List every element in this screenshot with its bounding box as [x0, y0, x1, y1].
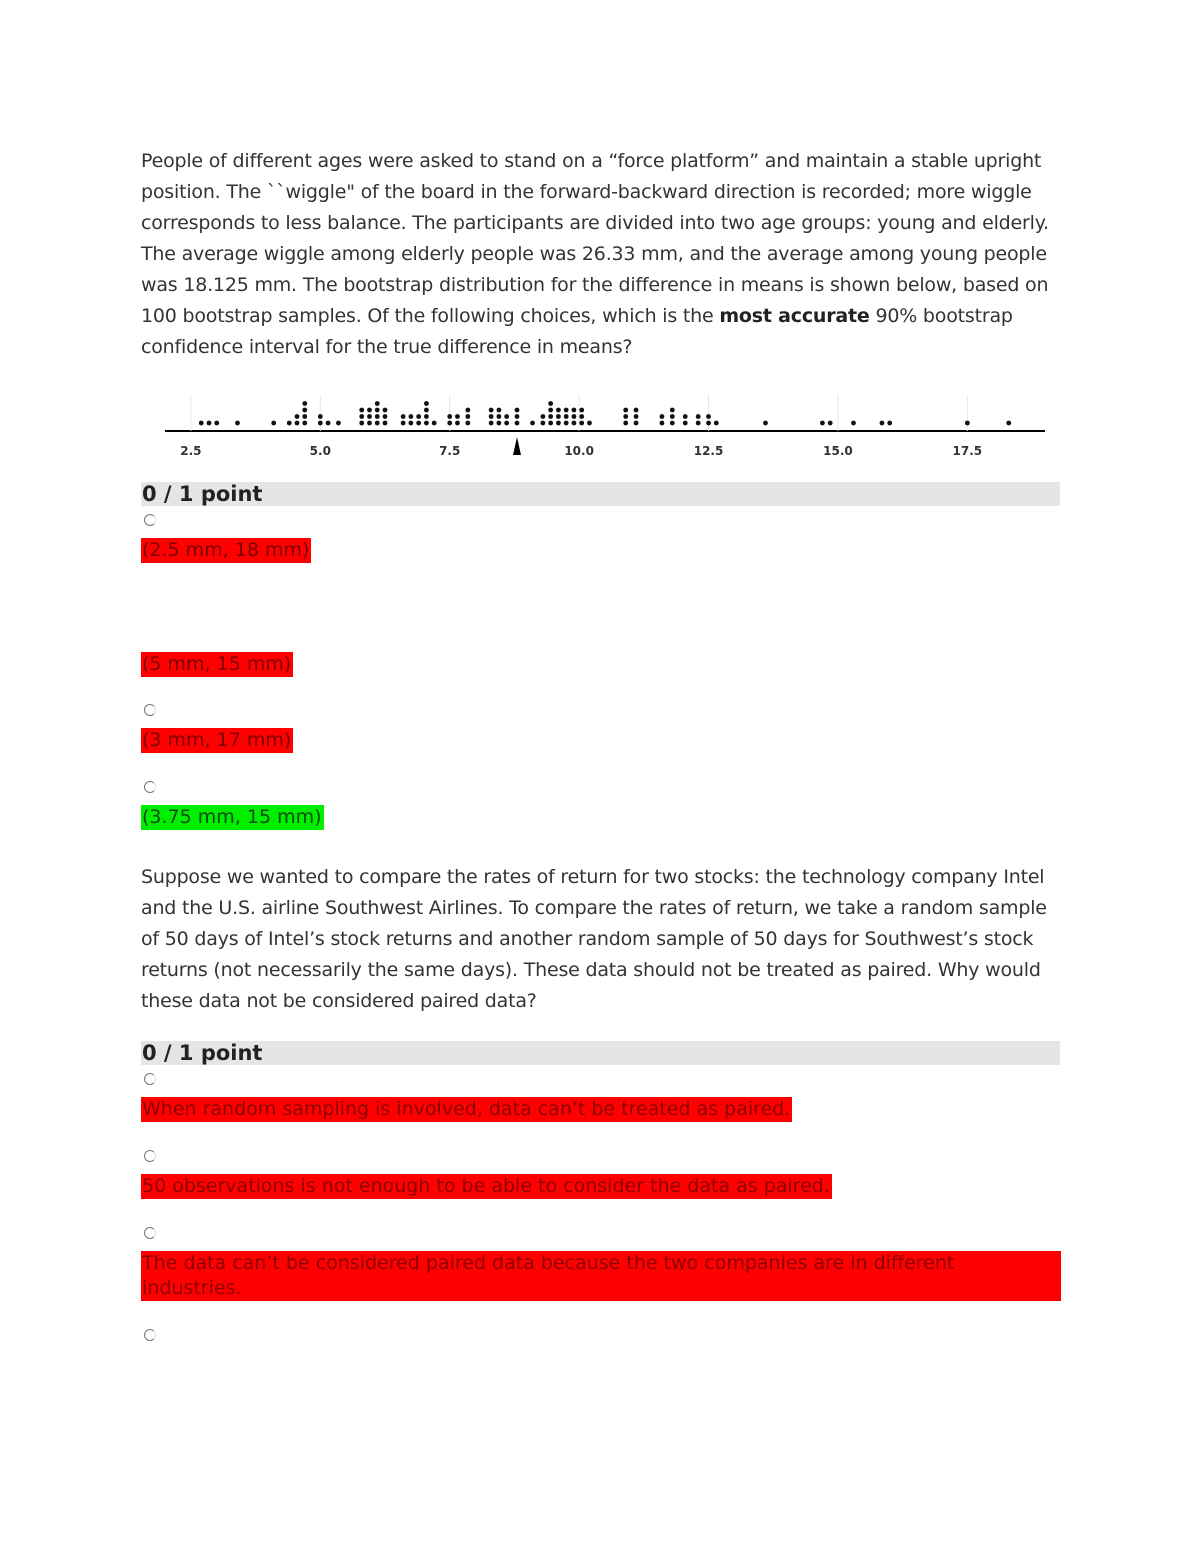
radio-button[interactable]: [144, 514, 156, 526]
data-point: [302, 408, 307, 413]
radio-button[interactable]: [144, 704, 156, 716]
data-point: [465, 421, 470, 426]
data-point: [375, 414, 380, 419]
answer-option[interactable]: [141, 781, 1061, 830]
answer-option[interactable]: [141, 514, 1061, 563]
data-point: [424, 401, 429, 406]
data-point: [496, 414, 501, 419]
data-point: [530, 421, 535, 426]
radio-button[interactable]: [144, 1073, 156, 1085]
tick-label: 10.0: [564, 444, 594, 458]
answer-label: (2.5 mm, 18 mm): [142, 539, 310, 561]
dotplot-svg: [165, 395, 1045, 473]
answer-label: 50 observations is not enough to be able to consider the data as paired.: [142, 1175, 830, 1197]
data-point: [496, 421, 501, 426]
question-2-text: Suppose we wanted to compare the rates of return for two stocks: the technology company Intel and the U.S. airline Southwest Airlines. To compare the rates of return, we take a random sample of 50 days of Intel’s stock returns and another random sample of 50 days for Southwest’s stock returns (not necessarily the same days). These data should not be treated as paired. Why would these data not be considered paired data?: [141, 866, 1047, 1012]
data-point: [359, 408, 364, 413]
data-point: [465, 408, 470, 413]
data-point: [408, 414, 413, 419]
data-point: [880, 421, 885, 426]
data-point: [587, 421, 592, 426]
data-point: [271, 421, 276, 426]
data-point: [424, 414, 429, 419]
data-point: [302, 414, 307, 419]
data-point: [326, 421, 331, 426]
data-point: [504, 421, 509, 426]
data-point: [496, 408, 501, 413]
data-point: [401, 414, 406, 419]
data-point: [556, 421, 561, 426]
data-point: [408, 421, 413, 426]
question-2-options: [141, 1073, 1061, 1341]
answer-option[interactable]: [141, 1073, 1061, 1122]
data-point: [623, 421, 628, 426]
answer-label: When random sampling is involved, data can’t be treated as paired.: [142, 1098, 791, 1120]
data-point: [489, 414, 494, 419]
tick-label: 5.0: [309, 444, 331, 458]
data-point: [706, 414, 711, 419]
answer-option[interactable]: [141, 652, 1061, 677]
data-point: [367, 408, 372, 413]
data-point: [383, 414, 388, 419]
data-point: [572, 414, 577, 419]
data-point: [683, 421, 688, 426]
data-point: [670, 414, 675, 419]
data-point: [548, 401, 553, 406]
data-point: [579, 421, 584, 426]
answer-label: The data can’t be considered paired data because the two companies are in different industries.: [141, 1251, 1061, 1301]
data-point: [564, 414, 569, 419]
data-point: [489, 421, 494, 426]
data-point: [214, 421, 219, 426]
data-point: [965, 421, 970, 426]
data-point: [336, 421, 341, 426]
tick-label: 17.5: [952, 444, 983, 458]
data-point: [295, 414, 300, 419]
question-1-text-part-b: 90% bootstrap confidence interval for the true difference in means?: [141, 305, 1013, 358]
data-point: [424, 408, 429, 413]
data-point: [515, 421, 520, 426]
data-point: [540, 421, 545, 426]
data-point: [401, 421, 406, 426]
data-point: [572, 408, 577, 413]
data-point: [199, 421, 204, 426]
data-point: [416, 414, 421, 419]
data-point: [287, 421, 292, 426]
data-point: [634, 414, 639, 419]
answer-label: (3 mm, 17 mm): [142, 729, 292, 751]
data-point: [696, 414, 701, 419]
data-point: [375, 408, 380, 413]
data-point: [540, 414, 545, 419]
data-point: [683, 414, 688, 419]
page-content: [141, 146, 1061, 1341]
data-point: [556, 408, 561, 413]
data-point: [706, 421, 711, 426]
data-point: [828, 421, 833, 426]
question-1-score: 0 / 1 point: [141, 482, 1060, 506]
answer-option[interactable]: [141, 1227, 1061, 1301]
data-point: [851, 421, 856, 426]
data-point: [447, 421, 452, 426]
bootstrap-dotplot: [165, 395, 1045, 473]
data-point: [383, 421, 388, 426]
data-point: [515, 408, 520, 413]
data-point: [887, 421, 892, 426]
question-1-options: [141, 514, 1061, 830]
data-point: [367, 414, 372, 419]
question-1-text: [141, 146, 1061, 363]
data-point: [572, 421, 577, 426]
tick-label: 7.5: [439, 444, 461, 458]
data-point: [465, 414, 470, 419]
data-point: [383, 408, 388, 413]
radio-button[interactable]: [144, 781, 156, 793]
data-point: [318, 421, 323, 426]
data-point: [564, 421, 569, 426]
data-point: [820, 421, 825, 426]
data-point: [359, 421, 364, 426]
answer-option[interactable]: [141, 704, 1061, 753]
data-point: [564, 408, 569, 413]
data-point: [375, 421, 380, 426]
data-point: [359, 414, 364, 419]
data-point: [504, 414, 509, 419]
data-point: [714, 421, 719, 426]
data-point: [416, 421, 421, 426]
data-point: [696, 421, 701, 426]
tick-label: 12.5: [693, 444, 724, 458]
data-point: [515, 414, 520, 419]
data-point: [670, 408, 675, 413]
data-point: [235, 421, 240, 426]
mean-marker-icon: [513, 437, 521, 455]
answer-label: (5 mm, 15 mm): [142, 653, 292, 675]
data-point: [1006, 421, 1011, 426]
data-point: [556, 414, 561, 419]
data-point: [623, 414, 628, 419]
question-1-emphasis: most accurate: [719, 305, 870, 327]
data-point: [763, 421, 768, 426]
data-point: [670, 421, 675, 426]
data-point: [579, 414, 584, 419]
data-point: [295, 421, 300, 426]
data-point: [455, 421, 460, 426]
data-point: [367, 421, 372, 426]
answer-option[interactable]: [141, 1329, 1061, 1341]
data-point: [455, 414, 460, 419]
data-point: [634, 421, 639, 426]
data-point: [634, 408, 639, 413]
data-point: [623, 408, 628, 413]
data-point: [447, 414, 452, 419]
question-1-text-part-a: People of different ages were asked to stand on a “force platform” and maintain a stable upright position. The ``wiggle" of the board in the forward-backward direction is recorded; more wiggle corresponds to less balance. The participants are divided into two age groups: young and elderly. The average wiggle among elderly people was 26.33 mm, and the average among young people was 18.125 mm. The bootstrap distribution for the difference in means is shown below, based on 100 bootstrap samples. Of the following choices, which is the: [141, 150, 1049, 327]
answer-label: (3.75 mm, 15 mm): [142, 806, 322, 828]
data-point: [432, 421, 437, 426]
tick-label: 15.0: [823, 444, 853, 458]
data-point: [548, 421, 553, 426]
answer-option[interactable]: [141, 1150, 1061, 1199]
data-point: [375, 401, 380, 406]
radio-button[interactable]: [144, 1150, 156, 1162]
tick-label: 2.5: [180, 444, 202, 458]
question-2-score: 0 / 1 point: [141, 1041, 1060, 1065]
radio-button[interactable]: [144, 1329, 156, 1341]
data-point: [660, 414, 665, 419]
data-point: [660, 421, 665, 426]
data-point: [489, 408, 494, 413]
radio-button[interactable]: [144, 1227, 156, 1239]
data-point: [318, 414, 323, 419]
data-point: [579, 408, 584, 413]
data-point: [302, 401, 307, 406]
data-point: [548, 414, 553, 419]
data-point: [548, 408, 553, 413]
data-point: [207, 421, 212, 426]
data-point: [424, 421, 429, 426]
data-point: [302, 421, 307, 426]
